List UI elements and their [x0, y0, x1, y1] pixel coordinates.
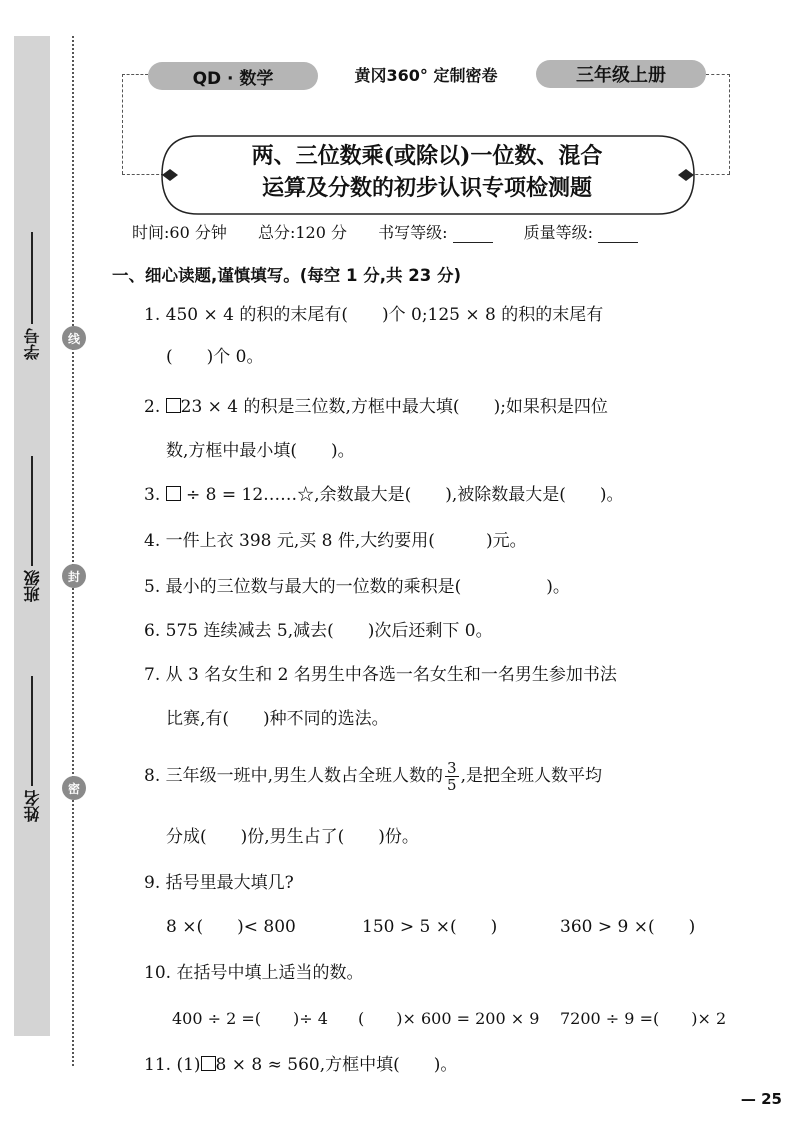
- name-label: 姓名: [22, 790, 42, 822]
- q4: 4. 一件上衣 398 元,买 8 件,大约要用( )元。: [144, 531, 527, 551]
- exam-title-line1: 两、三位数乘(或除以)一位数、混合: [251, 143, 603, 169]
- blank-box: [166, 486, 181, 501]
- seal-mi: 密: [62, 776, 86, 800]
- q10: 10. 在括号中填上适当的数。: [144, 963, 364, 983]
- q8-head: 8. 三年级一班中,男生人数占全班人数的: [144, 766, 444, 786]
- seal-feng: 封: [62, 564, 86, 588]
- fraction-denominator: 5: [447, 776, 457, 794]
- fraction-numerator: 3: [447, 759, 457, 777]
- q3-text: ÷ 8 = 12……☆,余数最大是( ),被除数最大是( )。: [180, 485, 624, 505]
- q9-a: 8 ×( )< 800: [166, 917, 296, 937]
- class-label: 班级: [22, 570, 42, 602]
- binding-dotted-line: [72, 36, 74, 1066]
- quality-grade-blank[interactable]: [598, 228, 638, 243]
- q10-c: 7200 ÷ 9 =( )× 2: [560, 1009, 727, 1028]
- section-1-title: 一、细心读题,谨慎填写。(每空 1 分,共 23 分): [112, 266, 462, 285]
- q9-c: 360 > 9 ×( ): [560, 917, 696, 937]
- class-field[interactable]: [18, 456, 46, 602]
- header-dash-left: [122, 74, 123, 174]
- blank-box: [166, 398, 181, 413]
- grade-badge: 三年级上册: [536, 60, 706, 88]
- q7-line1: 7. 从 3 名女生和 2 名男生中各选一名女生和一名男生参加书法: [144, 665, 617, 685]
- q8-line2: 分成( )份,男生占了( )份。: [166, 827, 419, 847]
- writing-grade-blank[interactable]: [453, 228, 493, 243]
- q9-b: 150 > 5 ×( ): [362, 917, 498, 937]
- exam-info-row: [132, 220, 638, 243]
- exam-title: [184, 140, 670, 204]
- exam-title-line2: 运算及分数的初步认识专项检测题: [261, 175, 592, 201]
- q1-line2: ( )个 0。: [166, 347, 264, 367]
- q10-a: 400 ÷ 2 =( )÷ 4: [172, 1009, 328, 1028]
- student-id-field[interactable]: [18, 232, 46, 360]
- quality-grade-label: 质量等级:: [523, 223, 594, 242]
- seal-xian: 线: [62, 326, 86, 350]
- q6: 6. 575 连续减去 5,减去( )次后还剩下 0。: [144, 621, 493, 641]
- page-number: — 25: [740, 1090, 782, 1108]
- blank-box: [201, 1056, 216, 1071]
- fraction-three-fifths: [445, 760, 459, 793]
- q8-line1: [144, 760, 602, 793]
- q1-line1: 1. 450 × 4 的积的末尾有( )个 0;125 × 8 的积的末尾有: [144, 305, 604, 325]
- q2-line1-text: 23 × 4 的积是三位数,方框中最大填( );如果积是四位: [180, 397, 608, 417]
- q7-line2: 比赛,有( )种不同的选法。: [166, 709, 389, 729]
- q2-line1: 2. 23 × 4 的积是三位数,方框中最大填( );如果积是四位: [144, 397, 608, 417]
- q3: 3. ÷ 8 = 12……☆,余数最大是( ),被除数最大是( )。: [144, 485, 624, 505]
- student-id-label: 学号: [22, 328, 42, 360]
- q9: 9. 括号里最大填几?: [144, 873, 294, 893]
- exam-total: 总分:120 分: [257, 223, 347, 242]
- series-name: 黄冈360° 定制密卷: [354, 66, 498, 85]
- writing-grade-label: 书写等级:: [378, 223, 448, 242]
- q10-b: ( )× 600 = 200 × 9: [358, 1009, 540, 1028]
- name-line: [31, 676, 33, 786]
- q2-line2: 数,方框中最小填( )。: [166, 441, 355, 461]
- binding-strip: [14, 36, 50, 1036]
- q11: [144, 1052, 457, 1078]
- class-line: [31, 456, 33, 566]
- header-dash-right: [729, 74, 730, 174]
- subject-badge: QD · 数学: [148, 62, 318, 90]
- q5: 5. 最小的三位数与最大的一位数的乘积是( )。: [144, 577, 570, 597]
- exam-time: 时间:60 分钟: [132, 223, 227, 242]
- q8-tail: ,是把全班人数平均: [460, 766, 602, 786]
- q11-text: 8 × 8 ≈ 560,方框中填( )。: [215, 1055, 458, 1075]
- header-dash-right-top: [706, 74, 730, 75]
- q11-head: 11. (1): [144, 1055, 201, 1075]
- header-dash-left-top: [122, 74, 148, 75]
- name-field[interactable]: [18, 676, 46, 822]
- student-id-line: [31, 232, 33, 324]
